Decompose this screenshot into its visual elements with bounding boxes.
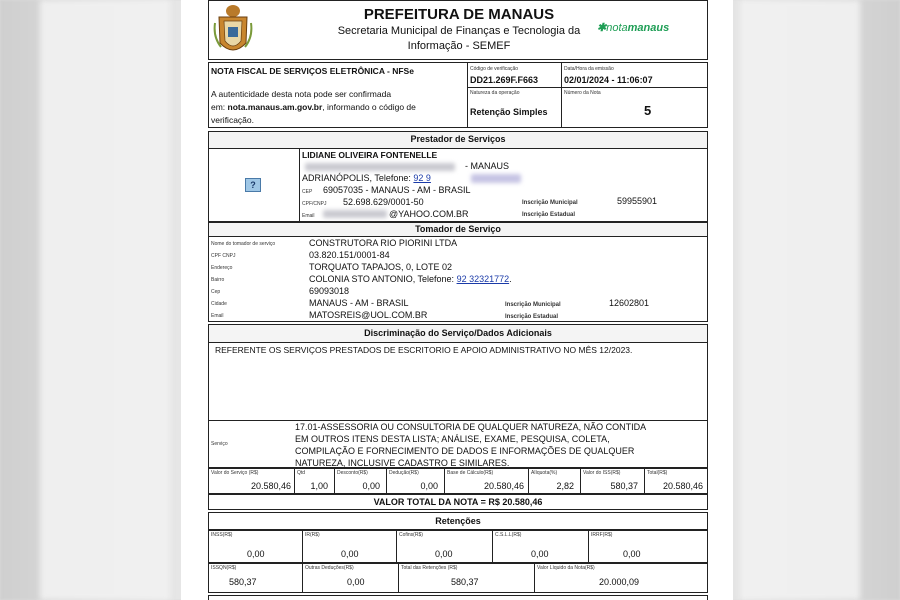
retencoes-title: Retenções	[435, 516, 481, 526]
prestador-logo-placeholder-icon: ?	[245, 178, 261, 192]
retencao-csll: C.S.L.L(R$) 0,00	[493, 531, 589, 562]
tomador-endereco: TORQUATO TAPAJOS, 0, LOTE 02	[309, 262, 453, 272]
header-box	[208, 0, 708, 60]
data-label: Data/Hora da emissão	[564, 66, 614, 72]
retencao-issqn: ISSQN(R$) 580,37	[209, 564, 303, 592]
redacted-address	[305, 163, 455, 171]
tomador-label-endereco: Endereço	[211, 265, 233, 271]
codigo-label: Código de verificação	[470, 66, 519, 72]
nfse-document	[181, 0, 733, 600]
tomador-cidade: MANAUS - AM - BRASIL	[309, 298, 409, 308]
prestador-ie-label: Inscrição Estadual	[522, 212, 576, 218]
servico-line-2: EM OUTROS ITENS DESTA LISTA; ANÁLISE, EXAME, PESQUISA, COLETA,	[295, 434, 610, 444]
tomador-label-nome: Nome do tomador de serviço	[211, 241, 276, 247]
retencoes-row-2	[208, 563, 708, 593]
servico-label: Serviço	[211, 441, 228, 447]
prestador-cpf-value: 52.698.629/0001-50	[343, 197, 424, 207]
prestador-box	[208, 131, 708, 222]
background-blur-left	[40, 0, 170, 600]
prestador-bairro: ADRIANÓPOLIS, Telefone: 92 9	[302, 173, 431, 183]
redacted-phone	[471, 174, 521, 183]
logo-star-icon: ✱	[597, 22, 607, 34]
tomador-cnpj: 03.820.151/0001-84	[309, 250, 390, 260]
retencao-irrf: IRRF(R$) 0,00	[591, 532, 641, 559]
valor-cell-base: Base de Cálculo(R$) 20.580,46	[445, 469, 529, 493]
header-title: PREFEITURA DE MANAUS	[363, 6, 555, 23]
prestador-telefone: 92 9	[413, 173, 431, 183]
tomador-telefone: 92 32321772	[456, 274, 510, 284]
retencoes-row-1	[208, 530, 708, 563]
next-section-box	[208, 595, 708, 600]
tomador-label-cep: Cep	[211, 289, 221, 295]
prestador-cep-label: CEP	[302, 189, 313, 195]
tomador-title: Tomador de Serviço	[209, 223, 707, 237]
tomador-label-email: Email	[211, 313, 224, 319]
tomador-email: MATOSREIS@UOL.COM.BR	[309, 310, 428, 320]
tomador-label-cidade: Cidade	[211, 301, 227, 307]
retencao-total: Total das Retenções (R$) 580,37	[399, 564, 535, 592]
prestador-email-label: Email	[302, 213, 315, 219]
valor-total: VALOR TOTAL DA NOTA = R$ 20.580,46	[373, 497, 543, 507]
background-blur-right	[740, 0, 860, 600]
retencoes-title-box	[208, 512, 708, 530]
numero-value: 5	[644, 103, 652, 118]
tomador-cep: 69093018	[309, 286, 350, 296]
prestador-email-value: @YAHOO.COM.BR	[389, 209, 469, 219]
valor-cell-iss: Valor do ISS(R$) 580,37	[581, 469, 645, 493]
retencao-inss: INSS(R$) 0,00	[209, 531, 303, 562]
valor-cell-deducao: Dedução(R$) 0,00	[387, 469, 445, 493]
codigo-value: DD21.269F.F663	[470, 75, 539, 85]
valor-cell-aliquota: Alíquota(%) 2,82	[529, 469, 581, 493]
auth-site: nota.manaus.am.gov.br	[227, 102, 323, 112]
discriminacao-title: Discriminação do Serviço/Dados Adicionais	[209, 325, 707, 343]
prestador-nome: LIDIANE OLIVEIRA FONTENELLE	[302, 150, 438, 160]
nfse-info-box	[208, 62, 708, 128]
tomador-label-bairro: Bairro	[211, 277, 225, 283]
valor-cell-desconto: Desconto(R$) 0,00	[335, 469, 387, 493]
discriminacao-texto: REFERENTE OS SERVIÇOS PRESTADOS DE ESCRITORIO E APOIO ADMINISTRATIVO NO MÊS 12/2023.	[215, 345, 633, 355]
retencao-liquido: Valor Líquido da Nota(R$) 20.000,09	[537, 565, 640, 587]
tomador-ie-label: Inscrição Estadual	[505, 314, 559, 320]
valor-total-box	[208, 494, 708, 510]
data-value: 02/01/2024 - 11:06:07	[564, 75, 653, 85]
redacted-email	[323, 210, 387, 218]
tomador-nome: CONSTRUTORA RIO PIORINI LTDA	[309, 238, 458, 248]
auth-line-2: em: nota.manaus.am.gov.br, informando o código de	[211, 102, 416, 112]
prestador-im-label: Inscrição Municipal	[522, 200, 578, 206]
servico-line-1: 17.01-ASSESSORIA OU CONSULTORIA DE QUALQUER NATUREZA, NÃO CONTIDA	[295, 422, 647, 432]
natureza-label: Natureza da operação	[470, 90, 520, 96]
tomador-label-cnpj: CPF CNPJ	[211, 253, 236, 259]
nfse-doc-title: NOTA FISCAL DE SERVIÇOS ELETRÔNICA - NFSe	[211, 66, 414, 76]
auth-line-3: verificação.	[211, 115, 254, 125]
valor-cell-qtd: Qtd 1,00	[295, 469, 335, 493]
servico-line-3: COMPILAÇÃO E FORNECIMENTO DE DADOS E INFORMAÇÕES DE QUALQUER	[295, 446, 635, 456]
valores-row	[208, 468, 708, 494]
notamanaus-logo: ✱notamanaus	[597, 22, 670, 34]
retencao-cofins: Cofins(R$) 0,00	[397, 531, 493, 562]
servico-line-4: NATUREZA, INCLUSIVE CADASTRO E SIMILARES.	[295, 458, 510, 468]
header-subtitle-2: Informação - SEMEF	[407, 40, 511, 52]
retencao-outras: Outras Deduções(R$) 0,00	[303, 564, 399, 592]
numero-label: Número da Nota	[564, 90, 601, 96]
retencao-ir: IR(R$) 0,00	[303, 531, 397, 562]
prestador-im-value: 59955901	[617, 196, 658, 206]
tomador-bairro: COLONIA STO ANTONIO, Telefone: 92 32321772.	[309, 274, 512, 284]
prestador-endereco-suffix: - MANAUS	[465, 161, 510, 171]
valor-cell-servico: Valor do Serviço (R$) 20.580,46	[209, 469, 295, 493]
natureza-value: Retenção Simples	[470, 107, 548, 117]
auth-line-1: A autenticidade desta nota pode ser confirmada	[211, 89, 392, 99]
tomador-box	[208, 222, 708, 322]
prestador-cep-value: 69057035 - MANAUS - AM - BRASIL	[323, 185, 471, 195]
prestador-title: Prestador de Serviços	[209, 132, 707, 149]
discriminacao-box	[208, 324, 708, 468]
tomador-im-value: 12602801	[609, 298, 650, 308]
header-subtitle-1: Secretaria Municipal de Finanças e Tecnologia da	[337, 25, 581, 37]
valor-cell-total: Total(R$) 20.580,46	[647, 470, 703, 491]
prestador-cpf-label: CPF/CNPJ	[302, 201, 327, 207]
coat-of-arms-icon	[213, 3, 253, 57]
tomador-im-label: Inscrição Municipal	[505, 302, 561, 308]
